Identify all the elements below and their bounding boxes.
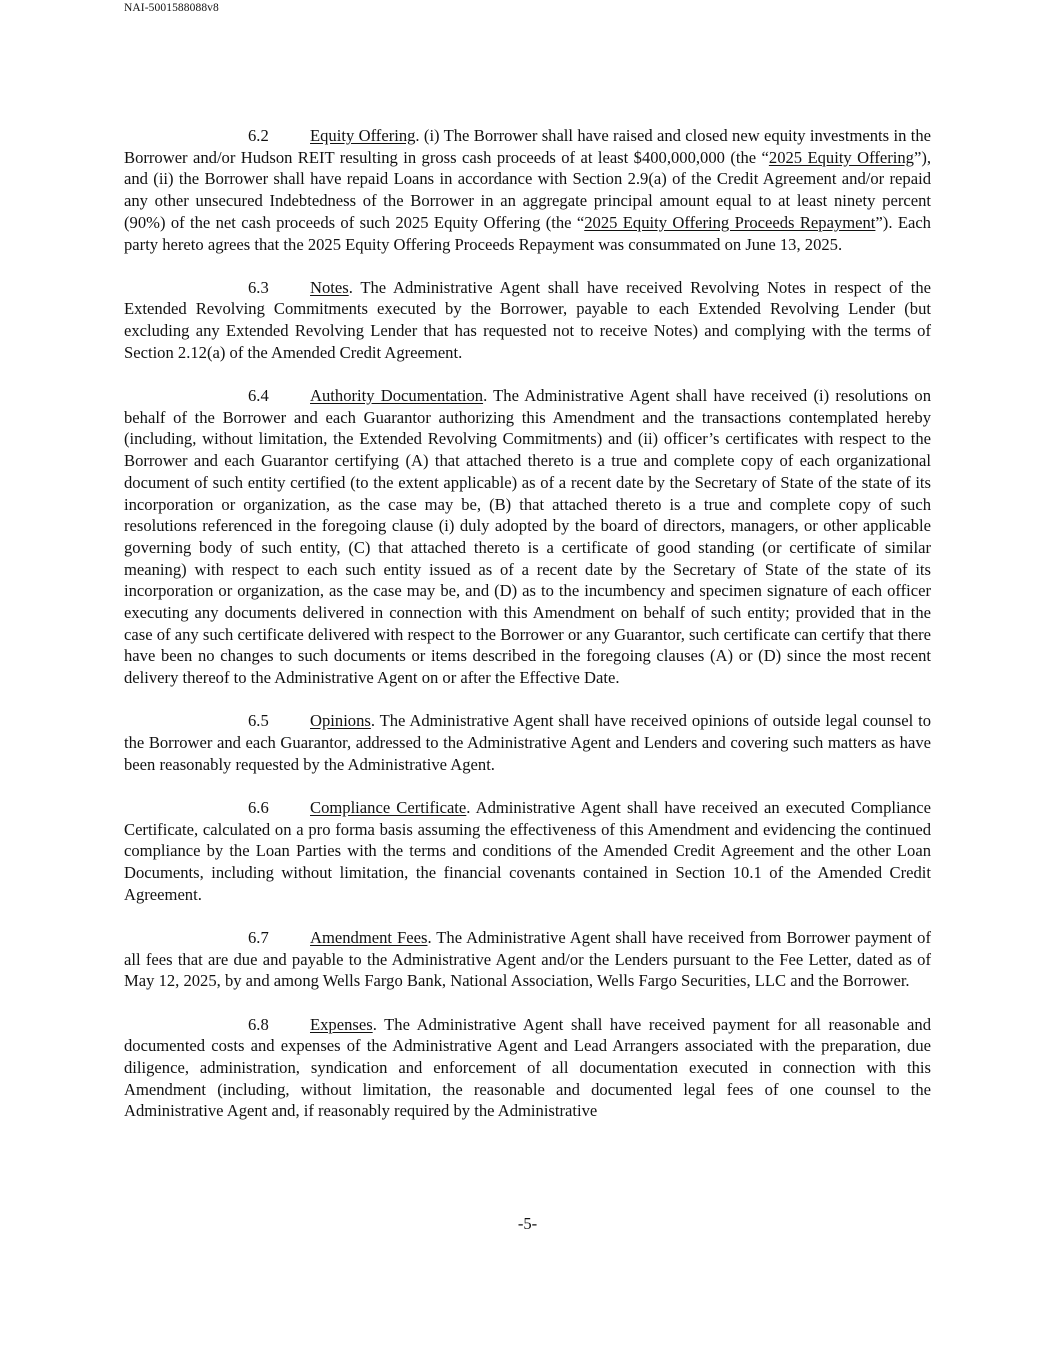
section-text: . The Administrative Agent shall have received from Borrower payment of all fees that are due and payable to the Administrative Agent and/or the Lenders pursuant to the Fee Letter, dated as of May 12, 2025, by and among Wells Fargo Bank, National Association, Wells Fargo Securities, LLC and the Borrower. [124,928,931,991]
section-number: 6.8 [248,1014,269,1034]
section-6-8 [124,1014,931,1123]
section-6-2 [124,125,931,255]
section-text: . Administrative Agent shall have received an executed Compliance Certificate, calculated on a pro forma basis assuming the effectiveness of this Amendment and evidencing the continued compliance by the Loan Parties with the terms and conditions of the Amended Credit Agreement and the other Loan Documents, including without limitation, the financial covenants contained in Section 10.1 of the Amended Credit Agreement. [124,797,932,904]
section-text: . (i) The Borrower shall have raised and closed new equity investments in the Borrower and/or Hudson REIT resulting in gross cash proceeds of at least $400,000,000 (the “ [124,126,931,167]
section-6-5 [124,710,931,775]
section-number: 6.7 [248,928,269,947]
section-number: 6.6 [248,797,269,817]
section-number: 6.3 [248,277,269,297]
defined-term: 2025 Equity Offering [768,147,914,167]
page-number: -5- [517,1214,538,1233]
document-id: NAI-5001588088v8 [124,2,219,14]
section-6-7 [124,927,931,992]
section-heading: Equity Offering [310,126,416,145]
section-text: . The Administrative Agent shall have received Revolving Notes in respect of the Extended Revolving Commitments executed by the Borrower, payable to each Extended Revolving Lender (but excluding any Extended Revolving Lender that has requested not to receive Notes) and complying with the terms of Section 2.12(a) of the Amended Credit Agreement. [124,277,931,362]
section-number: 6.2 [248,126,269,145]
section-6-6 [124,797,931,906]
section-heading: Opinions [310,711,371,731]
section-text: ”), and (ii) the Borrower shall have repaid Loans in accordance with Section 2.9(a) of the Credit Agreement and/or repaid any other unsecured Indebtedness of the Borrower in an aggregate principal amount equal to at least ninety percent (90%) of the net cash proceeds of such 2025 Equity Offering (the “ [124,147,932,232]
section-number: 6.4 [248,386,269,406]
section-6-4 [124,385,931,689]
section-text: . The Administrative Agent shall have received payment for all reasonable and documented costs and expenses of the Administrative Agent and Lead Arrangers associated with the preparation, due diligence, administration, syndication and enforcement of all documentation executed in connection with this Amendment (including, without limitation, the reasonable and documented legal fees of one counsel to the Administrative Agent and, if reasonably required by the Administrative [124,1014,931,1121]
section-heading: Authority Documentation [310,386,484,406]
section-heading: Amendment Fees [310,928,428,947]
section-text: . The Administrative Agent shall have received opinions of outside legal counsel to the Borrower and each Guarantor, addressed to the Administrative Agent and Lenders and covering such matters as have been reasonably requested by the Administrative Agent. [124,711,931,774]
section-heading: Notes [310,277,349,297]
section-6-3 [124,277,931,364]
section-text: ”). Each party hereto agrees that the 2025 Equity Offering Proceeds Repayment was consummated on June 13, 2025. [124,212,931,254]
section-number: 6.5 [248,711,269,731]
section-text: . The Administrative Agent shall have received (i) resolutions on behalf of the Borrower and each Guarantor authorizing this Amendment and the transactions contemplated hereby (including, without limitation, the Extended Revolving Commitments) and (ii) officer’s certificates with respect to the Borrower and each Guarantor certifying (A) that attached thereto is a true and complete copy of each organizational document of such entity certified (to the extent applicable) as of a recent date by the Secretary of State of the state of its incorporation or organization, as the case may be, (B) that attached thereto is a true and complete copy of such resolutions referenced in the foregoing clause (i) duly adopted by the board of directors, managers, or other applicable governing body of such entity, (C) that attached thereto is a certificate of good standing (or certificate of similar meaning) with respect to each such entity issued as of a recent date by the Secretary of State of the state of its incorporation or organization, as the case may be, and (D) as to the incumbency and specimen signature of each officer executing any documents delivered in connection with this Amendment on behalf of such entity; provided that in the case of any such certificate delivered with respect to the Borrower or any Guarantor, such certificate can certify that there have been no changes to such documents or items described in the foregoing clauses (A) or (D) since the most recent delivery thereof to the Administrative Agent on or after the Effective Date. [124,386,931,688]
defined-term: 2025 Equity Offering Proceeds Repayment [584,212,876,232]
section-heading: Compliance Certificate [310,797,467,817]
section-heading: Expenses [310,1014,373,1034]
document-body [124,125,931,1144]
